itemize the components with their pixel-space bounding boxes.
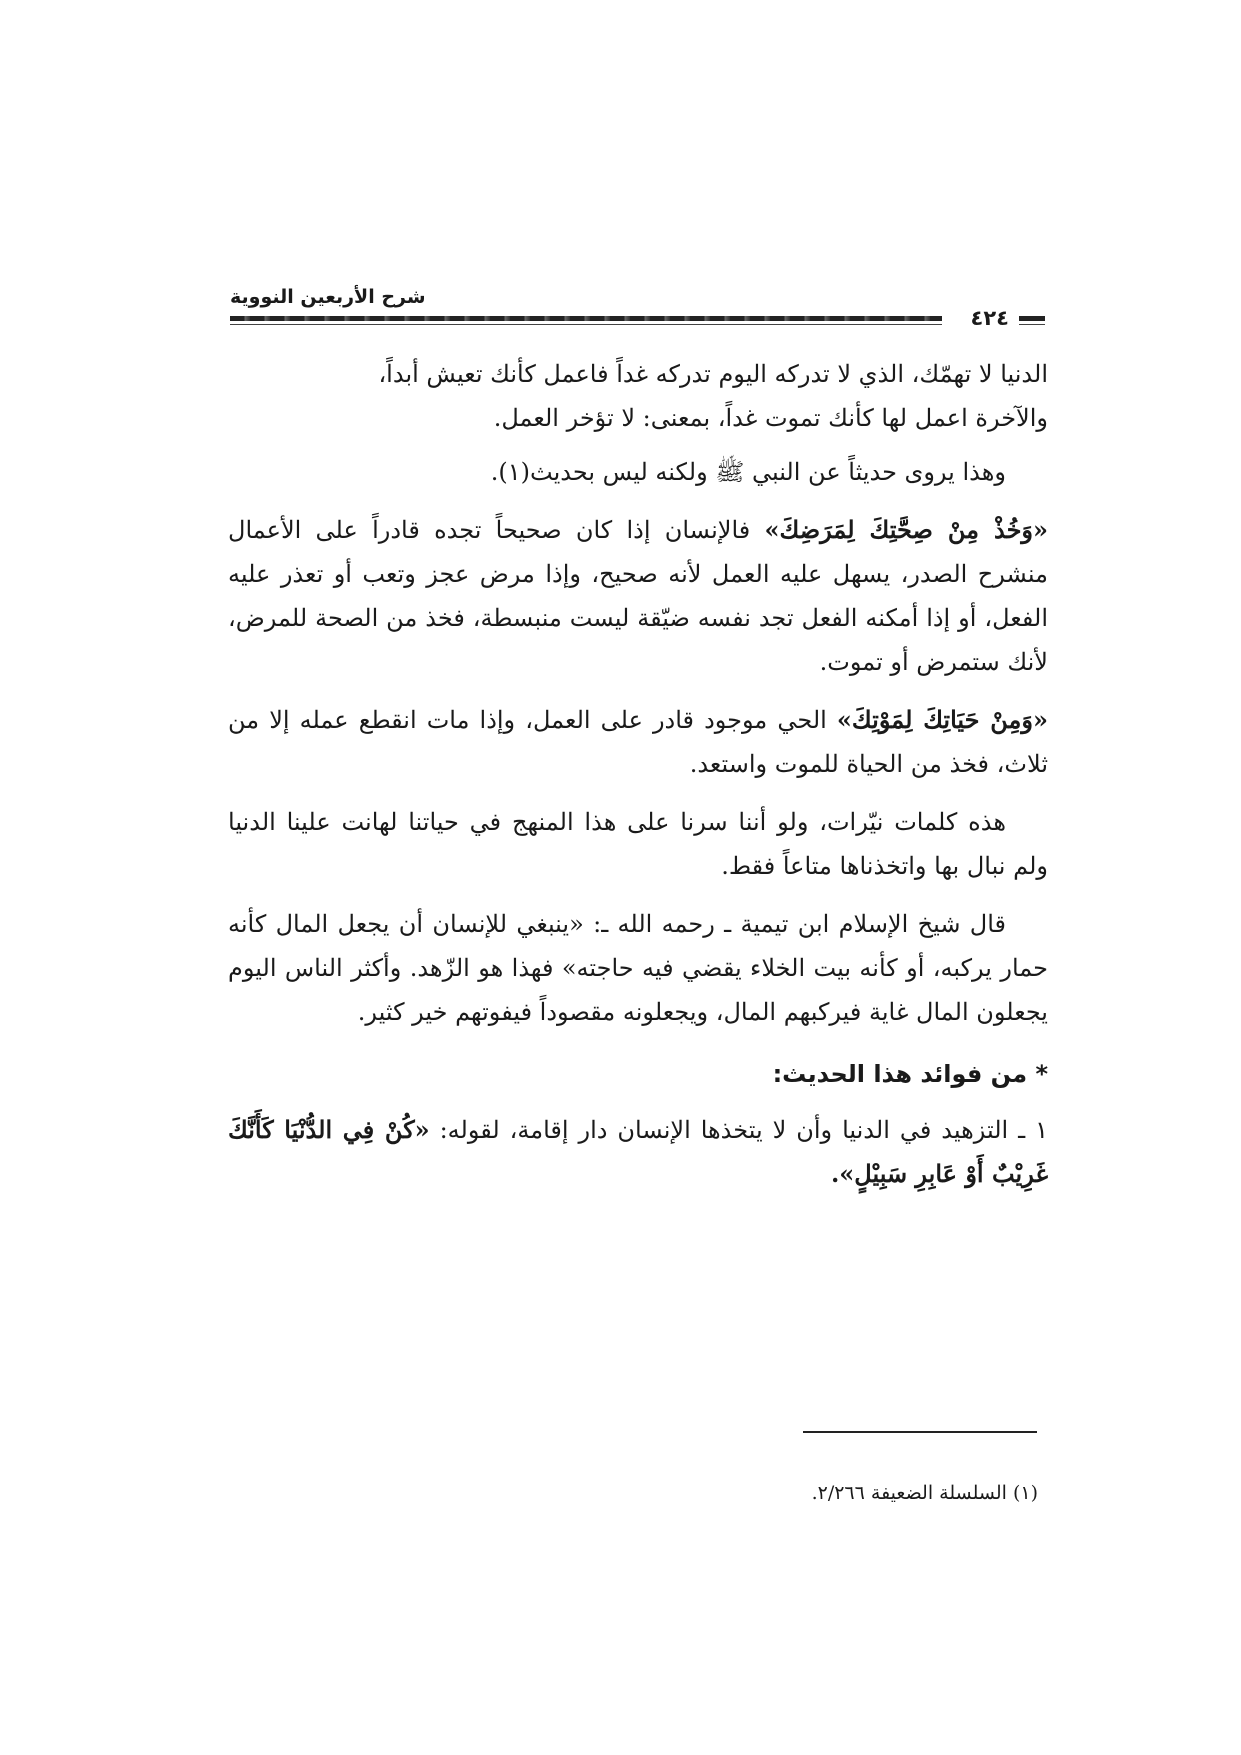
header-rule [230,316,942,321]
header-rule-end-thin [1019,324,1045,325]
paragraph-6: قال شيخ الإسلام ابن تيمية ـ رحمه الله ـ: «ينبغي للإنسان أن يجعل المال كأنه حمار يركبه، أو كأنه بيت الخلاء يقضي فيه حاجته» فهذا هو الزّهد. وأكثر الناس اليوم يجعلون المال غاية فيركبهم المال، ويجعلونه مقصوداً فيفوتهم خير كثير. [228,910,1048,1026]
paragraph-1-line-2: والآخرة اعمل لها كأنك تموت غداً، بمعنى: لا تؤخر العمل. [493,404,1048,432]
paragraph-7-text: ١ ـ التزهيد في الدنيا وأن لا يتخذها الإنسان دار إقامة، لقوله: [439,1116,1048,1144]
book-title: شرح الأربعين النووية [230,286,426,308]
paragraph-2: وهذا يروى حديثاً عن النبي ﷺ ولكنه ليس بحديث(١). [490,458,1006,486]
paragraph-3 [228,508,1048,684]
page-number: ٤٢٤ [970,306,1009,330]
paragraph-4 [228,698,1048,786]
header-rule-thin [230,324,942,325]
paragraph-5: هذه كلمات نيّرات، ولو أننا سرنا على هذا المنهج في حياتنا لهانت علينا الدنيا ولم نبال بها واتخذناها متاعاً فقط. [228,808,1048,880]
running-header [230,286,1045,330]
paragraph-4-text: الحي موجود قادر على العمل، وإذا مات انقطع عمله إلا من ثلاث، فخذ من الحياة للموت واستعد. [228,706,1048,778]
footnote-separator [803,1431,1037,1433]
body-text [228,352,1048,1196]
hadith-quote: «وَخُذْ مِنْ صِحَّتِكَ لِمَرَضِكَ» [764,515,1048,544]
section-heading: * من فوائد هذا الحديث: [772,1060,1048,1088]
hadith-quote: «وَمِنْ حَيَاتِكَ لِمَوْتِكَ» [836,705,1048,734]
header-rule-end [1019,316,1045,321]
paragraph-7 [228,1108,1048,1196]
hadith-quote: «كُنْ فِي الدُّنْيَا كَأَنَّكَ غَرِيْبٌ أَوْ عَابِرِ سَبِيْلٍ». [228,1115,1048,1188]
paragraph-3-text: فالإنسان إذا كان صحيحاً تجده قادراً على الأعمال منشرح الصدر، يسهل عليه العمل لأنه صحيح، وإذا مرض عجز وتعب أو تعذر عليه الفعل، أو إذا أمكنه الفعل تجد نفسه ضيّقة ليست منبسطة، فخذ من الصحة للمرض، لأنك ستمرض أو تموت. [228,516,1048,676]
footnote: (١) السلسلة الضعيفة ٢/٢٦٦. [811,1482,1038,1504]
paragraph-1-line-1: الدنيا لا تهمّك، الذي لا تدركه اليوم تدركه غداً فاعمل كأنك تعيش أبداً، [378,360,1048,388]
